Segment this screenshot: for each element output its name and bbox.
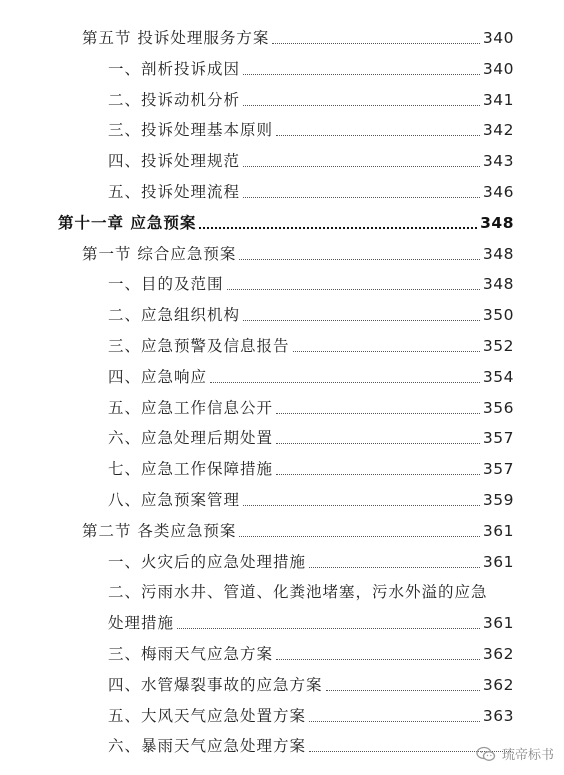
page-number: 359 — [482, 491, 514, 509]
dot-leader — [243, 165, 480, 167]
page-number: 340 — [482, 29, 514, 47]
dot-leader — [276, 658, 480, 660]
page-number: 348 — [480, 214, 514, 232]
toc-entry[interactable] — [108, 548, 514, 572]
toc-entry[interactable] — [108, 455, 514, 479]
toc-section[interactable] — [82, 24, 514, 48]
toc-entry[interactable] — [108, 55, 514, 79]
toc-title: 五、投诉处理流程 — [108, 183, 241, 201]
watermark-text: 琉帝标书 — [501, 748, 554, 763]
toc-title: 四、投诉处理规范 — [108, 152, 241, 170]
toc-title: 五、应急工作信息公开 — [108, 399, 274, 417]
page-number: 354 — [482, 368, 514, 386]
toc-title: 四、应急响应 — [108, 368, 208, 386]
dot-leader — [276, 134, 480, 136]
page-number: 362 — [482, 645, 514, 663]
watermark — [476, 744, 554, 763]
toc-title: 一、火灾后的应急处理措施 — [108, 553, 307, 571]
toc-entry[interactable] — [108, 363, 514, 387]
toc-entry[interactable] — [108, 147, 514, 171]
dot-leader — [239, 535, 479, 537]
dot-leader — [272, 42, 479, 44]
page-number: 357 — [482, 460, 514, 478]
dot-leader — [243, 196, 480, 198]
toc-title: 第一节 综合应急预案 — [82, 245, 237, 263]
page-number: 361 — [482, 522, 514, 540]
toc-title: 三、投诉处理基本原则 — [108, 121, 274, 139]
toc-title: 六、暴雨天气应急处理方案 — [108, 737, 307, 755]
page-number: 340 — [482, 60, 514, 78]
page-number: 352 — [482, 337, 514, 355]
toc-entry[interactable] — [108, 301, 514, 325]
toc-item-continuation: 处理措施 — [108, 614, 175, 632]
dot-leader — [309, 720, 480, 722]
toc-title: 一、剖析投诉成因 — [108, 60, 241, 78]
page-number: 342 — [482, 121, 514, 139]
page-number: 362 — [482, 676, 514, 694]
page-number: 341 — [482, 91, 514, 109]
toc-entry[interactable] — [108, 270, 514, 294]
page-number: 346 — [482, 183, 514, 201]
page-number: 361 — [482, 553, 514, 571]
toc-entry[interactable] — [108, 116, 514, 140]
dot-leader — [309, 566, 480, 568]
toc-entry[interactable] — [108, 424, 514, 448]
toc-entry[interactable] — [108, 671, 514, 695]
toc-entry[interactable] — [108, 609, 514, 633]
toc-entry[interactable] — [108, 486, 514, 510]
toc-entry[interactable] — [108, 394, 514, 418]
toc-chapter[interactable] — [58, 209, 514, 233]
toc-title: 三、应急预警及信息报告 — [108, 337, 290, 355]
page-number: 343 — [482, 152, 514, 170]
dot-leader — [243, 104, 480, 106]
toc-entry[interactable] — [108, 86, 514, 110]
page-number: 357 — [482, 429, 514, 447]
page-number: 361 — [482, 614, 514, 632]
dot-leader — [326, 689, 480, 691]
toc-title: 四、水管爆裂事故的应急方案 — [108, 676, 323, 694]
dot-leader — [239, 258, 479, 260]
dot-leader — [276, 442, 480, 444]
page-number: 348 — [482, 245, 514, 263]
dot-leader — [293, 350, 480, 352]
toc-item-title: 二、污雨水井、管道、化粪池堵塞，污水外溢的应急 — [108, 583, 488, 601]
wechat-icon — [476, 746, 496, 762]
toc-title: 五、大风天气应急处置方案 — [108, 707, 307, 725]
dot-leader — [243, 504, 480, 506]
page-number: 363 — [482, 707, 514, 725]
toc-title: 第五节 投诉处理服务方案 — [82, 29, 270, 47]
toc-title: 二、应急组织机构 — [108, 306, 241, 324]
dot-leader — [243, 73, 480, 75]
toc-title: 七、应急工作保障措施 — [108, 460, 274, 478]
dot-leader — [276, 473, 480, 475]
page-number: 356 — [482, 399, 514, 417]
toc-section[interactable] — [82, 240, 514, 264]
toc-title: 二、投诉动机分析 — [108, 91, 241, 109]
page-number: 348 — [482, 275, 514, 293]
toc-title: 八、应急预案管理 — [108, 491, 241, 509]
toc-entry[interactable] — [108, 732, 514, 756]
toc-title: 三、梅雨天气应急方案 — [108, 645, 274, 663]
dot-leader — [199, 226, 477, 229]
dot-leader — [210, 381, 480, 383]
toc-section[interactable] — [82, 517, 514, 541]
dot-leader — [243, 319, 480, 321]
toc-entry[interactable] — [108, 640, 514, 664]
dot-leader — [227, 288, 480, 290]
toc-title: 一、目的及范围 — [108, 275, 224, 293]
toc-title: 第二节 各类应急预案 — [82, 522, 237, 540]
toc-title: 六、应急处理后期处置 — [108, 429, 274, 447]
toc-entry[interactable] — [108, 702, 514, 726]
toc-entry[interactable] — [108, 332, 514, 356]
toc-entry[interactable] — [108, 178, 514, 202]
toc-title: 第十一章 应急预案 — [58, 214, 197, 232]
page-number: 350 — [482, 306, 514, 324]
dot-leader — [177, 627, 480, 629]
dot-leader — [276, 412, 480, 414]
